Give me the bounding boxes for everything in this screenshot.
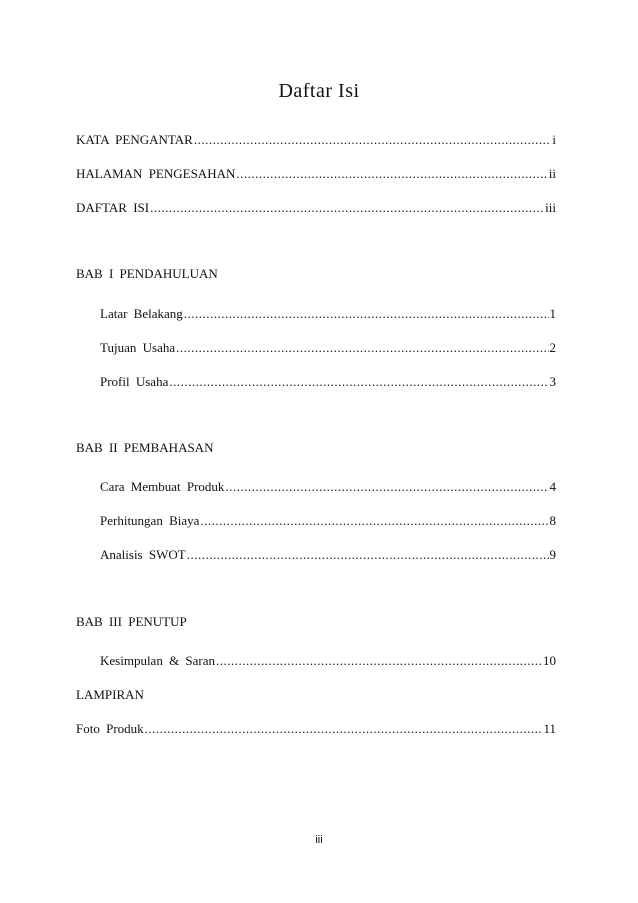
toc-entry-label: Analisis SWOT xyxy=(100,547,186,562)
toc-entry-label: Kesimpulan & Saran xyxy=(100,653,216,668)
toc-entry-page: 3 xyxy=(549,374,556,389)
dot-leader xyxy=(225,479,548,495)
toc-entry-latar-belakang[interactable] xyxy=(100,306,556,322)
toc-entry-kesimpulan-saran[interactable] xyxy=(100,653,556,669)
chapter-heading-bab-3: BAB III PENUTUP xyxy=(76,614,187,629)
dot-leader xyxy=(176,340,548,356)
toc-entry-label: DAFTAR ISI xyxy=(76,200,150,215)
toc-entry-label: Foto Produk xyxy=(76,721,144,736)
toc-entry-analisis-swot[interactable] xyxy=(100,547,556,563)
toc-entry-tujuan-usaha[interactable] xyxy=(100,340,556,356)
toc-entry-label: HALAMAN PENGESAHAN xyxy=(76,166,236,181)
toc-entry-page: iii xyxy=(545,200,556,215)
toc-entry-halaman-pengesahan[interactable] xyxy=(76,166,556,182)
chapter-heading-bab-1: BAB I PENDAHULUAN xyxy=(76,266,218,281)
toc-entry-cara-membuat-produk[interactable] xyxy=(100,479,556,495)
dot-leader xyxy=(187,547,549,563)
toc-entry-page: ii xyxy=(548,166,556,181)
toc-entry-page: 10 xyxy=(543,653,556,668)
chapter-heading-bab-2: BAB II PEMBAHASAN xyxy=(76,440,214,455)
toc-entry-page: i xyxy=(552,132,556,147)
toc-entry-page: 1 xyxy=(549,306,556,321)
toc-entry-kata-pengantar[interactable] xyxy=(76,132,556,148)
toc-entry-perhitungan-biaya[interactable] xyxy=(100,513,556,529)
toc-entry-label: Tujuan Usaha xyxy=(100,340,176,355)
dot-leader xyxy=(169,374,548,390)
dot-leader xyxy=(194,132,552,148)
chapter-heading-lampiran: LAMPIRAN xyxy=(76,687,144,702)
dot-leader xyxy=(216,653,542,669)
toc-entry-label: Cara Membuat Produk xyxy=(100,479,225,494)
page-title: Daftar Isi xyxy=(278,80,360,102)
toc-entry-page: 4 xyxy=(549,479,556,494)
dot-leader xyxy=(200,513,548,529)
toc-entry-page: 8 xyxy=(549,513,556,528)
toc-entry-daftar-isi[interactable] xyxy=(76,200,556,216)
toc-entry-foto-produk[interactable] xyxy=(76,721,556,737)
toc-entry-profil-usaha[interactable] xyxy=(100,374,556,390)
page-number: iii xyxy=(315,834,323,846)
toc-entry-label: Latar Belakang xyxy=(100,306,183,321)
dot-leader xyxy=(236,166,547,182)
toc-entry-label: KATA PENGANTAR xyxy=(76,132,193,147)
toc-entry-page: 11 xyxy=(543,721,556,736)
toc-entry-page: 2 xyxy=(549,340,556,355)
toc-entry-page: 9 xyxy=(549,547,556,562)
dot-leader xyxy=(184,306,549,322)
toc-entry-label: Perhitungan Biaya xyxy=(100,513,200,528)
toc-entry-label: Profil Usaha xyxy=(100,374,169,389)
dot-leader xyxy=(150,200,544,216)
dot-leader xyxy=(145,721,543,737)
